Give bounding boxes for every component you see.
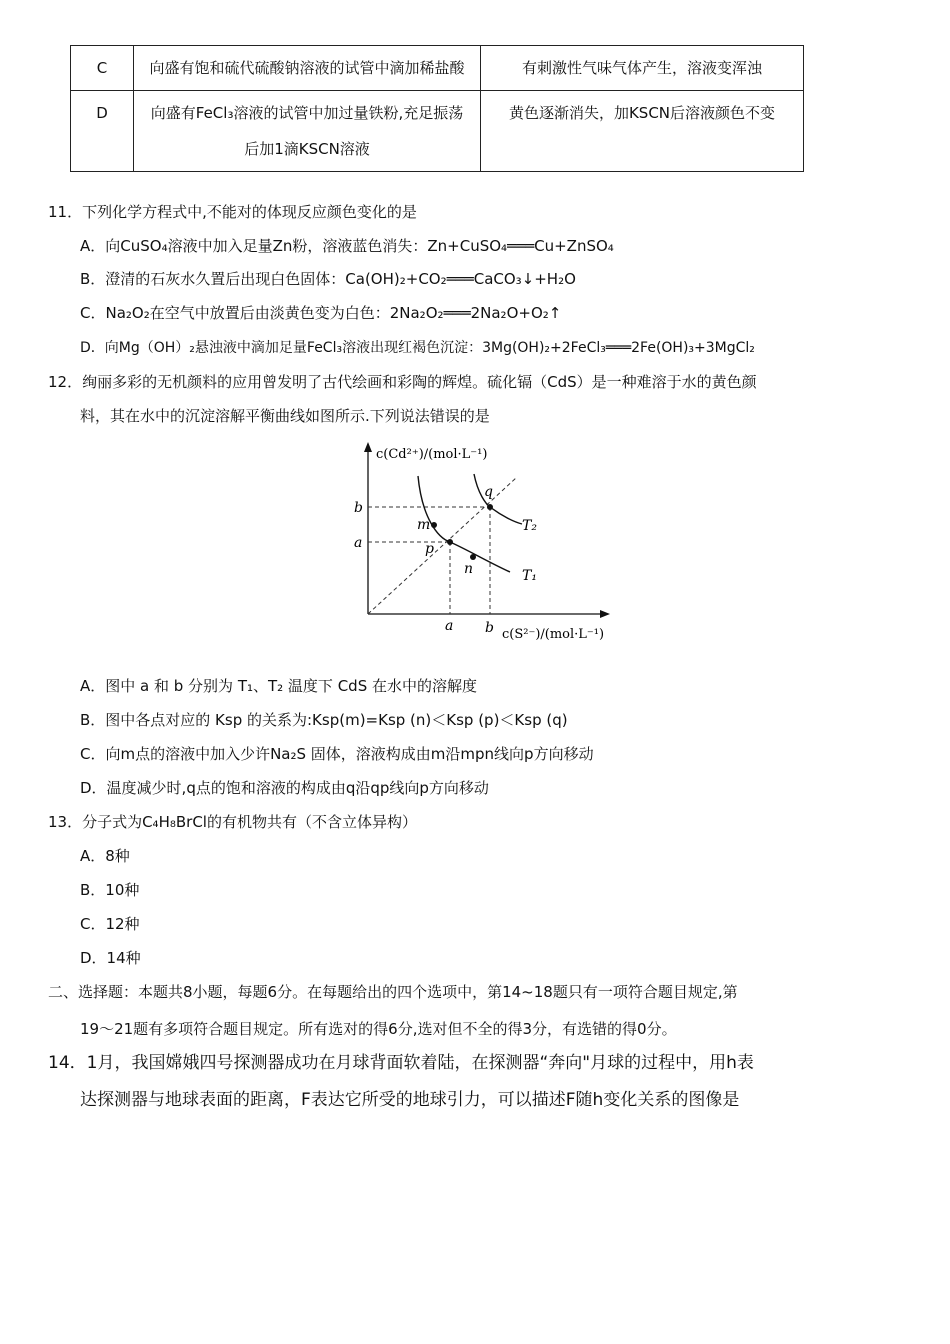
q12-option-c: C．向m点的溶液中加入少许Na₂S 固体，溶液构成由m沿mpn线向p方向移动 (80, 745, 594, 763)
y-tick-a: a (354, 535, 363, 551)
x-tick-a: a (445, 618, 454, 634)
label-m: m (417, 517, 431, 533)
point-n (470, 554, 476, 560)
solubility-chart (338, 438, 628, 650)
experiment-cell: 向盛有饱和硫代硫酸钠溶液的试管中滴加稀盐酸 (134, 46, 481, 91)
table-row (71, 46, 804, 91)
diagonal-guide (368, 478, 516, 614)
experiment-table (70, 45, 804, 172)
label-q: q (484, 484, 493, 500)
label-t2: T₂ (522, 518, 537, 534)
q12-option-b: B．图中各点对应的 Ksp 的关系为:Ksp(m)=Ksp (n)＜Ksp (p)＜Ksp (q) (80, 711, 568, 729)
phenomenon-cell: 黄色逐渐消失，加KSCN后溶液颜色不变 (481, 91, 804, 172)
q11-option-c: C．Na₂O₂在空气中放置后由淡黄色变为白色：2Na₂O₂═══2Na₂O+O₂↑ (80, 304, 562, 322)
y-tick-b: b (354, 500, 363, 516)
point-m (431, 522, 437, 528)
label-p: p (425, 541, 434, 557)
table-row (71, 91, 804, 172)
x-axis-arrow (600, 610, 610, 618)
y-axis-arrow (364, 442, 372, 452)
point-q (487, 504, 493, 510)
experiment-cell: 向盛有FeCl₃溶液的试管中加过量铁粉,充足振荡后加1滴KSCN溶液 (134, 91, 481, 172)
q12-stem-line1: 12．绚丽多彩的无机颜料的应用曾发明了古代绘画和彩陶的辉煌。硫化镉（CdS）是一种难溶于水的黄色颜 (48, 373, 757, 391)
curve-t2 (474, 474, 522, 524)
q12-option-d: D．温度减少时,q点的饱和溶液的构成由q沿qp线向p方向移动 (80, 779, 489, 797)
q14-line2: 达探测器与地球表面的距离，F表达它所受的地球引力，可以描述F随h变化关系的图像是 (80, 1090, 740, 1110)
phenomenon-cell: 有刺激性气味气体产生，溶液变浑浊 (481, 46, 804, 91)
point-p (447, 539, 453, 545)
q11-option-d: D．向Mg（OH）₂悬浊液中滴加足量FeCl₃溶液出现红褐色沉淀：3Mg(OH)₂+2FeCl₃═══2Fe(OH)₃+3MgCl₂ (80, 340, 755, 356)
q13-option-a: A．8种 (80, 847, 130, 865)
q12-stem-line2: 料，其在水中的沉淀溶解平衡曲线如图所示.下列说法错误的是 (80, 407, 490, 425)
section2-line1: 二、选择题：本题共8小题，每题6分。在每题给出的四个选项中，第14~18题只有一项符合题目规定,第 (48, 983, 738, 1001)
row-label: D (71, 91, 134, 172)
q13-stem: 13．分子式为C₄H₈BrCl的有机物共有（不含立体异构） (48, 813, 417, 831)
q11-option-a: A．向CuSO₄溶液中加入足量Zn粉，溶液蓝色消失：Zn+CuSO₄═══Cu+ZnSO₄ (80, 237, 614, 255)
q12-option-a: A．图中 a 和 b 分别为 T₁、T₂ 温度下 CdS 在水中的溶解度 (80, 677, 477, 695)
q13-option-c: C．12种 (80, 915, 140, 933)
label-t1: T₁ (522, 568, 537, 584)
q13-option-b: B．10种 (80, 881, 140, 899)
row-label: C (71, 46, 134, 91)
section2-line2: 19～21题有多项符合题目规定。所有选对的得6分,选对但不全的得3分，有选错的得0分。 (80, 1020, 677, 1038)
q13-option-d: D．14种 (80, 949, 141, 967)
x-axis-label: c(S²⁻)/(mol·L⁻¹) (502, 627, 605, 642)
q14-line1: 14．1月，我国嫦娥四号探测器成功在月球背面软着陆，在探测器“奔向"月球的过程中，用h表 (48, 1053, 754, 1073)
x-tick-b: b (485, 620, 494, 636)
q11-stem: 11．下列化学方程式中,不能对的体现反应颜色变化的是 (48, 203, 417, 221)
q11-option-b: B．澄清的石灰水久置后出现白色固体：Ca(OH)₂+CO₂═══CaCO₃↓+H₂O (80, 270, 576, 288)
y-axis-label: c(Cd²⁺)/(mol·L⁻¹) (376, 447, 488, 462)
label-n: n (464, 561, 474, 577)
